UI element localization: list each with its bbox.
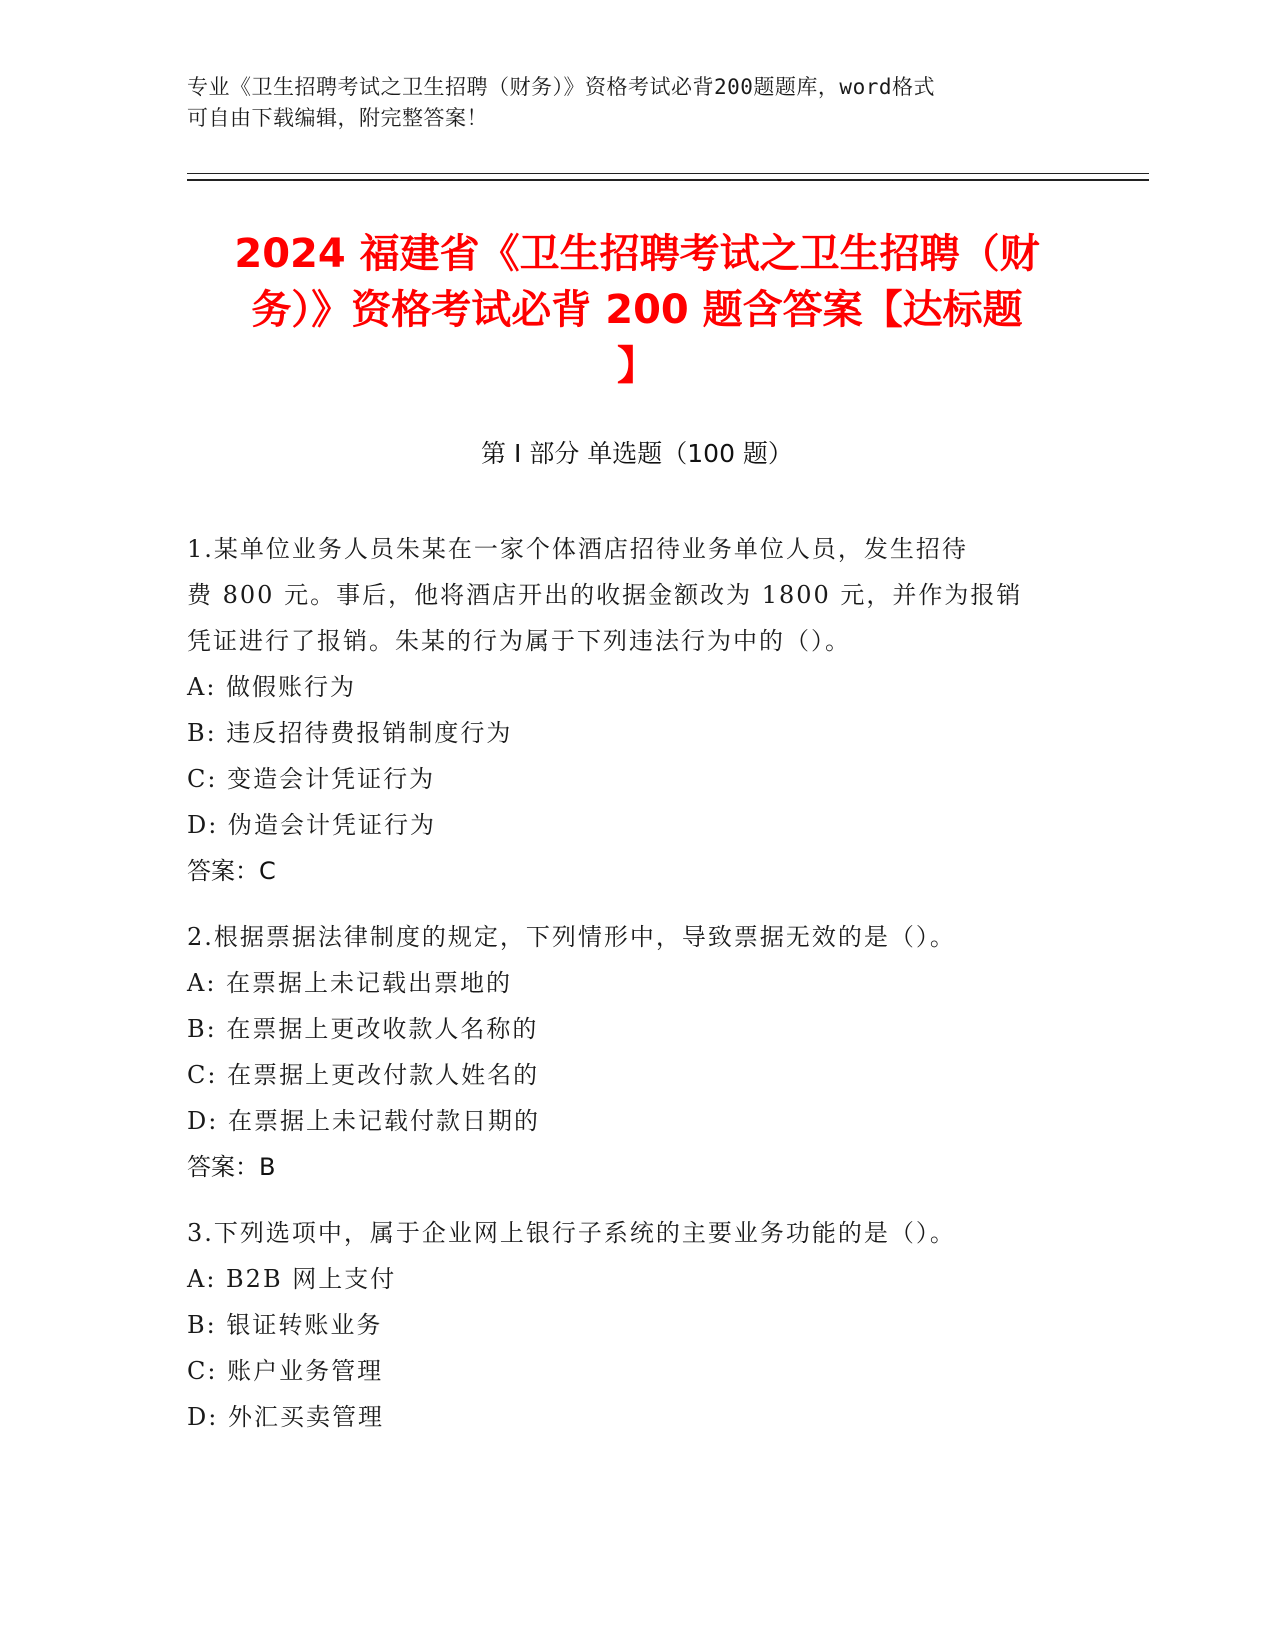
header-divider-thin	[187, 173, 1149, 174]
question-item	[187, 526, 1087, 894]
header-divider-thick	[187, 179, 1149, 181]
document-title	[187, 226, 1087, 394]
option-d: D: 外汇买卖管理	[187, 1403, 384, 1431]
option-d: D: 伪造会计凭证行为	[187, 811, 436, 839]
option-c: C: 账户业务管理	[187, 1357, 384, 1385]
answer-line: 答案：B	[187, 1153, 276, 1181]
question-item	[187, 1210, 1087, 1440]
header-note	[187, 72, 1067, 134]
answer-line: 答案：C	[187, 857, 276, 885]
option-a: A: 在票据上未记载出票地的	[187, 969, 513, 997]
option-b: B: 银证转账业务	[187, 1311, 383, 1339]
option-c: C: 在票据上更改付款人姓名的	[187, 1061, 540, 1089]
option-a: A: 做假账行为	[187, 673, 357, 701]
question-stem-line: 3.下列选项中，属于企业网上银行子系统的主要业务功能的是（）。	[187, 1219, 956, 1247]
question-stem-line: 凭证进行了报销。朱某的行为属于下列违法行为中的（）。	[187, 627, 851, 655]
question-item	[187, 914, 1087, 1190]
title-line: 务）》资格考试必背 200 题含答案【达标题	[251, 287, 1023, 333]
question-list	[187, 526, 1087, 1460]
option-b: B: 在票据上更改收款人名称的	[187, 1015, 539, 1043]
option-b: B: 违反招待费报销制度行为	[187, 719, 513, 747]
question-stem-line: 费 800 元。事后，他将酒店开出的收据金额改为 1800 元，并作为报销	[187, 581, 1023, 609]
section-heading: 第 I 部分 单选题（100 题）	[481, 439, 793, 468]
question-stem-line: 1.某单位业务人员朱某在一家个体酒店招待业务单位人员，发生招待	[187, 535, 968, 563]
option-c: C: 变造会计凭证行为	[187, 765, 436, 793]
question-stem-line: 2.根据票据法律制度的规定，下列情形中，导致票据无效的是（）。	[187, 923, 956, 951]
title-line: 】	[617, 343, 657, 389]
option-a: A: B2B 网上支付	[187, 1265, 397, 1293]
title-line: 2024 福建省《卫生招聘考试之卫生招聘（财	[234, 231, 1040, 277]
header-note-line: 专业《卫生招聘考试之卫生招聘（财务）》资格考试必背200题题库，word格式	[187, 75, 935, 99]
header-note-line: 可自由下载编辑，附完整答案！	[187, 106, 488, 130]
option-d: D: 在票据上未记载付款日期的	[187, 1107, 540, 1135]
